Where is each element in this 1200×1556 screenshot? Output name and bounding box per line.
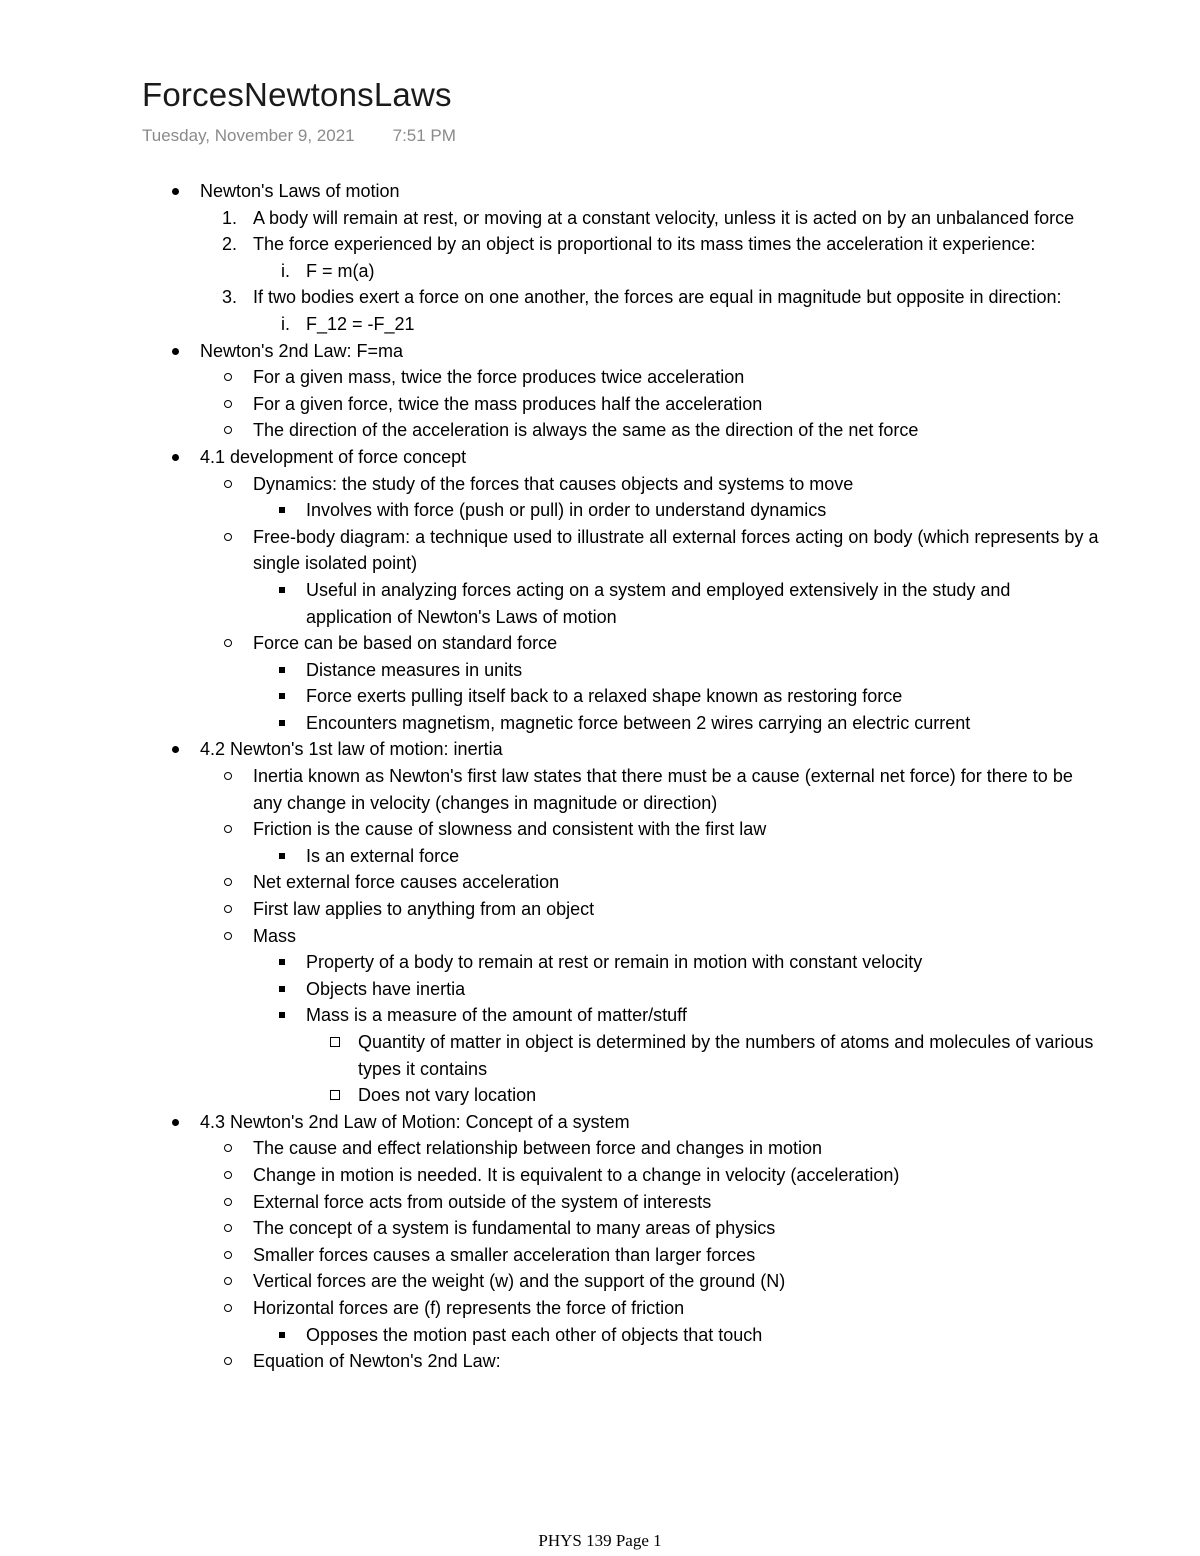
- bullet-square-icon: [279, 587, 285, 593]
- outline-item-text: Vertical forces are the weight (w) and the support of the ground (N): [253, 1271, 786, 1292]
- outline-item: [0, 364, 1200, 391]
- list-roman-numeral: i.: [281, 260, 290, 281]
- bullet-circle-icon: [224, 932, 232, 940]
- outline-item: [0, 417, 1200, 444]
- list-number: 2.: [222, 234, 238, 255]
- outline-item-text: The direction of the acceleration is always the same as the direction of the net force: [253, 420, 919, 441]
- bullet-dot-icon: [172, 1119, 179, 1126]
- bullet-circle-icon: [224, 825, 232, 833]
- outline-item: [0, 683, 1200, 710]
- bullet-circle-icon: [224, 1277, 232, 1285]
- outline-item-text: 4.1 development of force concept: [200, 446, 467, 467]
- bullet-dot-icon: [172, 454, 179, 461]
- outline-item: [0, 1135, 1200, 1162]
- outline-item: [0, 630, 1200, 657]
- bullet-square-icon: [279, 667, 285, 673]
- outline-item: [0, 1295, 1200, 1322]
- bullet-square-icon: [279, 986, 285, 992]
- list-number: 1.: [222, 207, 238, 228]
- bullet-box-icon: [330, 1090, 340, 1100]
- outline-item-text: A body will remain at rest, or moving at a constant velocity, unless it is acted on by an unbalanced force: [253, 207, 1075, 228]
- outline-item: [0, 338, 1200, 365]
- bullet-square-icon: [279, 853, 285, 859]
- outline-item: [0, 391, 1200, 418]
- bullet-circle-icon: [224, 426, 232, 434]
- outline-item: [0, 524, 1200, 577]
- bullet-circle-icon: [224, 400, 232, 408]
- bullet-circle-icon: [224, 1224, 232, 1232]
- outline-item-text: 4.2 Newton's 1st law of motion: inertia: [200, 739, 503, 760]
- page-meta: [142, 126, 456, 146]
- outline-item: [0, 736, 1200, 763]
- bullet-dot-icon: [172, 188, 179, 195]
- outline-item-text: Force can be based on standard force: [253, 633, 558, 654]
- outline-item: [0, 1109, 1200, 1136]
- outline-item-text: Objects have inertia: [306, 978, 466, 999]
- outline-item-text: The concept of a system is fundamental to many areas of physics: [253, 1218, 776, 1239]
- bullet-circle-icon: [224, 1357, 232, 1365]
- outline-item-text: Quantity of matter in object is determined by the numbers of atoms and molecules of various types it contains: [358, 1032, 1094, 1079]
- outline-item-text: Does not vary location: [358, 1085, 537, 1106]
- outline-item: [0, 949, 1200, 976]
- outline-item-text: Inertia known as Newton's first law states that there must be a cause (external net force) for there to be any change in velocity (changes in magnitude or direction): [253, 766, 1073, 813]
- outline-item-text: F_12 = -F_21: [306, 313, 415, 334]
- bullet-square-icon: [279, 507, 285, 513]
- bullet-square-icon: [279, 1332, 285, 1338]
- bullet-circle-icon: [224, 1144, 232, 1152]
- outline-item: [0, 1082, 1200, 1109]
- outline-item-text: Opposes the motion past each other of objects that touch: [306, 1324, 763, 1345]
- outline-item-text: Friction is the cause of slowness and consistent with the first law: [253, 819, 767, 840]
- outline-item-text: Horizontal forces are (f) represents the force of friction: [253, 1297, 685, 1318]
- outline-item-text: Mass: [253, 925, 297, 946]
- outline-item: [0, 471, 1200, 498]
- page-time: 7:51 PM: [392, 126, 456, 145]
- page-title: ForcesNewtonsLaws: [142, 76, 452, 113]
- outline-item-text: Force exerts pulling itself back to a relaxed shape known as restoring force: [306, 686, 903, 707]
- outline-item: [0, 311, 1200, 338]
- outline-item-text: Change in motion is needed. It is equivalent to a change in velocity (acceleration): [253, 1164, 900, 1185]
- bullet-circle-icon: [224, 1304, 232, 1312]
- outline-item-text: Newton's Laws of motion: [200, 181, 400, 201]
- outline-item: [0, 1189, 1200, 1216]
- outline-item-text: For a given force, twice the mass produces half the acceleration: [253, 393, 763, 414]
- outline-item: [0, 1162, 1200, 1189]
- outline-item-text: Involves with force (push or pull) in order to understand dynamics: [306, 500, 827, 521]
- outline-item-text: External force acts from outside of the system of interests: [253, 1191, 712, 1212]
- bullet-circle-icon: [224, 533, 232, 541]
- bullet-circle-icon: [224, 772, 232, 780]
- outline-item-text: The force experienced by an object is proportional to its mass times the acceleration it experience:: [253, 234, 1036, 255]
- outline-item: [0, 205, 1200, 232]
- bullet-box-icon: [330, 1037, 340, 1047]
- outline-item: [0, 284, 1200, 311]
- bullet-square-icon: [279, 693, 285, 699]
- outline-item: [0, 710, 1200, 737]
- outline-item: [0, 1215, 1200, 1242]
- outline-item: [0, 843, 1200, 870]
- outline-item: [0, 1002, 1200, 1029]
- outline-item-text: Useful in analyzing forces acting on a system and employed extensively in the study and application of Newton's Laws of motion: [306, 579, 1011, 627]
- outline-item: [0, 923, 1200, 950]
- bullet-circle-icon: [224, 480, 232, 488]
- bullet-dot-icon: [172, 746, 179, 753]
- outline-item-text: Smaller forces causes a smaller acceleration than larger forces: [253, 1244, 756, 1265]
- outline-item: [0, 816, 1200, 843]
- bullet-square-icon: [279, 1012, 285, 1018]
- outline-item-text: Free-body diagram: a technique used to illustrate all external forces acting on body (which represents by a single isolated point): [253, 526, 1099, 574]
- outline-item: [0, 1348, 1200, 1375]
- outline-item: [0, 869, 1200, 896]
- outline-item: [0, 976, 1200, 1003]
- outline-item: [0, 178, 1200, 205]
- bullet-dot-icon: [172, 348, 179, 355]
- outline-item-text: First law applies to anything from an object: [253, 899, 595, 920]
- outline-item-text: Newton's 2nd Law: F=ma: [200, 340, 404, 361]
- list-number: 3.: [222, 287, 238, 308]
- bullet-circle-icon: [224, 878, 232, 886]
- outline-item-text: Dynamics: the study of the forces that causes objects and systems to move: [253, 473, 854, 494]
- page-footer: PHYS 139 Page 1: [538, 1531, 662, 1550]
- outline-item-text: Equation of Newton's 2nd Law:: [253, 1351, 501, 1372]
- outline-item: [0, 231, 1200, 258]
- page-date: Tuesday, November 9, 2021: [142, 126, 355, 145]
- outline-item-text: Mass is a measure of the amount of matter/stuff: [306, 1005, 687, 1026]
- notes-outline: [0, 178, 1200, 1375]
- outline-item: [0, 763, 1200, 816]
- outline-item-text: Distance measures in units: [306, 659, 523, 680]
- outline-item: [0, 1242, 1200, 1269]
- outline-item-text: 4.3 Newton's 2nd Law of Motion: Concept of a system: [200, 1111, 630, 1132]
- bullet-circle-icon: [224, 639, 232, 647]
- outline-item: [0, 1322, 1200, 1349]
- outline-item-text: Net external force causes acceleration: [253, 872, 560, 893]
- bullet-square-icon: [279, 959, 285, 965]
- outline-item-text: The cause and effect relationship between force and changes in motion: [253, 1138, 823, 1159]
- outline-item-text: If two bodies exert a force on one another, the forces are equal in magnitude but opposite in direction:: [253, 287, 1062, 308]
- bullet-circle-icon: [224, 1251, 232, 1259]
- outline-item-text: For a given mass, twice the force produces twice acceleration: [253, 367, 745, 388]
- bullet-square-icon: [279, 720, 285, 726]
- bullet-circle-icon: [224, 373, 232, 381]
- outline-item: [0, 577, 1200, 630]
- bullet-circle-icon: [224, 905, 232, 913]
- outline-item: [0, 444, 1200, 471]
- outline-item: [0, 896, 1200, 923]
- bullet-circle-icon: [224, 1198, 232, 1206]
- bullet-circle-icon: [224, 1171, 232, 1179]
- outline-item: [0, 1029, 1200, 1082]
- outline-item: [0, 497, 1200, 524]
- outline-item-text: F = m(a): [306, 260, 375, 281]
- outline-item: [0, 1268, 1200, 1295]
- outline-item-text: Is an external force: [306, 845, 460, 866]
- outline-item: [0, 258, 1200, 285]
- list-roman-numeral: i.: [281, 313, 290, 334]
- outline-item-text: Encounters magnetism, magnetic force between 2 wires carrying an electric current: [306, 712, 971, 733]
- outline-item: [0, 657, 1200, 684]
- outline-item-text: Property of a body to remain at rest or remain in motion with constant velocity: [306, 952, 923, 973]
